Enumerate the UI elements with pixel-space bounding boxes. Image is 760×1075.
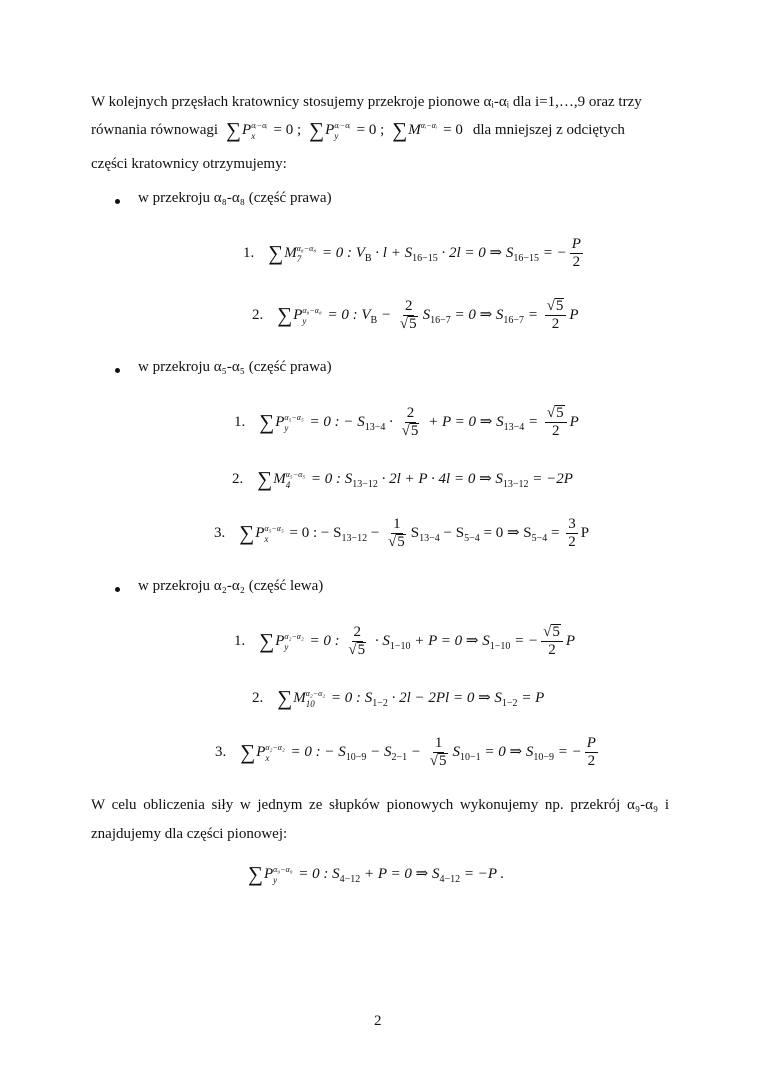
- equation-s2-2: 2. ∑M α₅−α₅ 4 = 0 : $S_{13-12} \cdot 2l + P \cdot 4l = 0$ ⇒ $S_{13-12} = -2P$: [232, 467, 573, 491]
- section-heading-1: w przekroju α₈-α₈ (część prawa): [138, 190, 332, 206]
- equation-body: = 0 : − $S_{10-9} - S_{2-1}$ − 1 √ 5 $S_{10-1} = 0$ ⇒ $S_{10-9}$ = − $\frac{P}{2}$: [286, 735, 596, 769]
- closing-line-1: W celu obliczenia siły w jednym ze słupków pionowych wykonujemy np. przekrój α₉-α₉ i: [91, 797, 669, 813]
- intro-line-2: [91, 116, 625, 144]
- equation-s3-2: 2. ∑M α₂−α₂ 10 = 0 : $S_{1-2} \cdot 2l - 2Pl = 0$ ⇒ $S_{1-2} = P$: [252, 686, 545, 710]
- bullet-dot: [115, 199, 120, 204]
- equation-body: = 0 : $V_B$ − 2 √ 5 $S_{16-7} = 0$ ⇒ $S_{16-7}$ = √ 5 2 P: [323, 298, 579, 332]
- intro-line-1: W kolejnych przęsłach kratownicy stosujemy przekroje pionowe αᵢ-αᵢ dla i=1,…,9 oraz trzy: [91, 94, 642, 110]
- equation-body: = 0 : − $S_{13-12}$ − 1 √ 5 $S_{13-4} - S_{5-4} = 0$ ⇒ $S_{5-4}$ = $\frac{3}{2}$ P: [285, 516, 590, 550]
- equilibrium-sum-y: ∑P αᵢ−αᵢ y: [309, 118, 351, 142]
- equilibrium-sum-x: ∑P αᵢ−αᵢ x: [226, 118, 268, 142]
- equation-body: = 0 : $V_B \cdot l + S_{16-15} \cdot 2l = 0$ ⇒ $S_{16-15}$ = − $\frac{P}{2}$: [318, 236, 581, 270]
- equation-s1-2: 2. ∑P α₈−α₈ y = 0 : $V_B$ − 2 √ 5 $S_{16-7} = 0$ ⇒ $S_{16-7}$ = √ 5 2 P: [252, 298, 579, 332]
- intro-line-3: części kratownicy otrzymujemy:: [91, 156, 287, 172]
- equation-final: ∑P α₉−α₉ y = 0 : $S_{4-12} + P = 0$ ⇒ $S_{4-12} = -P$ .: [248, 862, 505, 886]
- intro-sep-1: = 0 ;: [273, 122, 302, 138]
- bullet-dot: [115, 587, 120, 592]
- closing-line-2: znajdujemy dla części pionowej:: [91, 826, 288, 842]
- equation-s3-3: 3. ∑P α₂−α₂ x = 0 : − $S_{10-9} - S_{2-1}$ − 1 √ 5 $S_{10-1} = 0$ ⇒ $S_{10-9}$ = − $\frac{P}{2}$: [215, 735, 601, 770]
- equation-s2-3: 3. ∑P α₅−α₅ x = 0 : − $S_{13-12}$ − 1 √ 5 $S_{13-4} - S_{5-4} = 0$ ⇒ $S_{5-4}$ = $\frac{3}{2}$ P: [214, 516, 590, 550]
- section-heading-2: w przekroju α₅-α₅ (część prawa): [138, 359, 332, 375]
- equation-body: = 0 : $S_{4-12} + P = 0$ ⇒ $S_{4-12} = -P$ .: [294, 866, 505, 885]
- equation-s2-1: 1. ∑P α₅−α₅ y = 0 : − $S_{13-4}$ · 2 √ 5 + P = 0 ⇒ $S_{13-4}$ = √ 5 2 P: [234, 405, 579, 439]
- equation-s1-1: 1. ∑M α₈−α₈ 7 = 0 : $V_B \cdot l + S_{16-15} \cdot 2l = 0$ ⇒ $S_{16-15}$ = − $\frac{P}{2}$: [243, 236, 586, 271]
- intro-line-2-pre: równania równowagi: [91, 122, 219, 138]
- intro-sep-2: = 0 ;: [356, 122, 385, 138]
- intro-sep-3: = 0: [443, 122, 463, 138]
- intro-line-2-post: dla mniejszej z odciętych: [472, 122, 625, 138]
- page-number: 2: [374, 1013, 382, 1029]
- equation-body: = 0 : − $S_{13-4}$ · 2 √ 5 + P = 0 ⇒ $S_{13-4}$ = √ 5 2 P: [305, 405, 579, 439]
- equation-body: = 0 : $S_{13-12} \cdot 2l + P \cdot 4l = 0$ ⇒ $S_{13-12} = -2P$: [307, 471, 573, 490]
- bullet-dot: [115, 368, 120, 373]
- equilibrium-sum-m: ∑M αᵢ−αᵢ: [392, 118, 438, 142]
- equation-body: = 0 : $S_{1-2} \cdot 2l - 2Pl = 0$ ⇒ $S_{1-2} = P$: [327, 690, 545, 709]
- section-heading-3: w przekroju α₂-α₂ (część lewa): [138, 578, 324, 594]
- equation-body: = 0 : 2 √ 5 · $S_{1-10} + P = 0$ ⇒ $S_{1-10}$ = − √ 5 2 P: [305, 624, 576, 658]
- equation-s3-1: 1. ∑P α₂−α₂ y = 0 : 2 √ 5 · $S_{1-10} + P = 0$ ⇒ $S_{1-10}$ = − √ 5 2 P: [234, 624, 576, 658]
